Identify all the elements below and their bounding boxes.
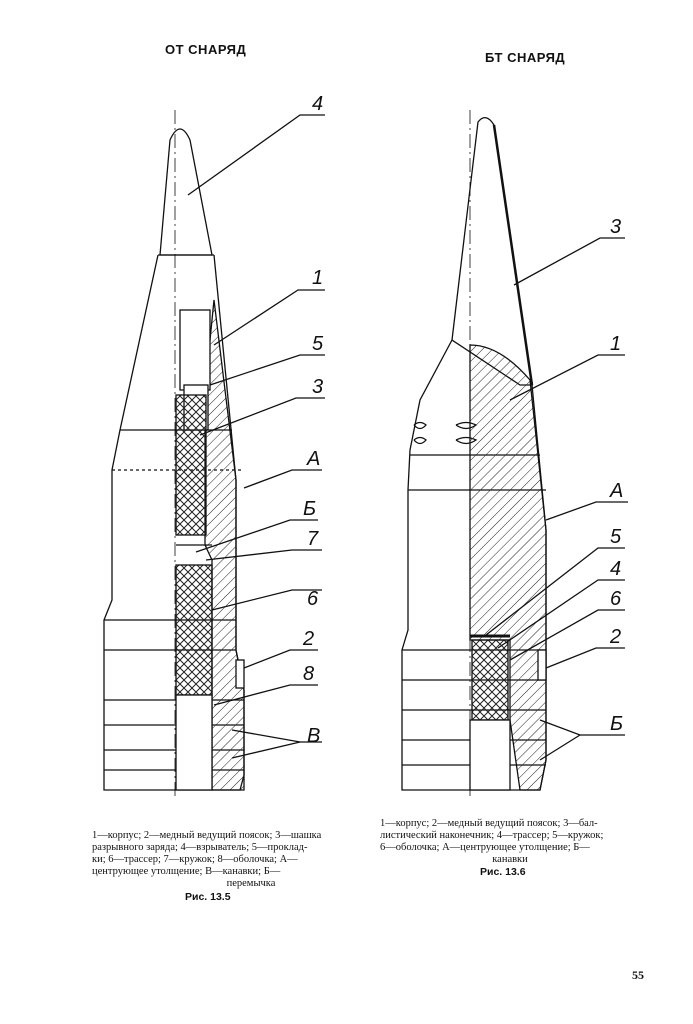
right-caption-line: листический наконечник; 4—трассер; 5—кружок; bbox=[380, 830, 604, 841]
left-label-4: 4 bbox=[312, 93, 324, 115]
right-figure-label: Рис. 13.6 bbox=[480, 866, 526, 878]
bt-shell-section-drawing bbox=[402, 110, 546, 800]
right-figure-title: БТ СНАРЯД bbox=[485, 50, 566, 65]
right-label-3: 3 bbox=[610, 216, 622, 238]
page-number: 55 bbox=[632, 968, 644, 982]
right-label-1: 1 bbox=[610, 333, 622, 355]
left-label-2: 2 bbox=[303, 628, 315, 650]
left-figure-title: ОТ СНАРЯД bbox=[165, 42, 247, 57]
right-caption bbox=[380, 818, 640, 866]
left-caption-line: центрующее утолщение; В—канавки; Б— bbox=[92, 866, 281, 877]
left-label-5: 5 bbox=[312, 333, 324, 355]
left-label-B: Б bbox=[303, 498, 317, 520]
left-caption-line: ки; 6—трассер; 7—кружок; 8—оболочка; А— bbox=[92, 854, 298, 865]
left-caption-line: 1—корпус; 2—медный ведущий поясок; 3—шашка bbox=[92, 830, 322, 841]
right-label-6: 6 bbox=[610, 588, 622, 610]
left-label-8: 8 bbox=[303, 663, 315, 685]
left-label-6: 6 bbox=[307, 588, 319, 610]
right-label-5: 5 bbox=[610, 526, 622, 548]
right-label-4: 4 bbox=[610, 558, 622, 580]
right-label-B: Б bbox=[610, 713, 624, 735]
left-label-7: 7 bbox=[307, 528, 319, 550]
left-caption-line: перемычка bbox=[226, 878, 276, 889]
left-caption-line: разрывного заряда; 4—взрыватель; 5—проклад- bbox=[92, 842, 308, 853]
ot-shell-section-drawing bbox=[104, 110, 244, 800]
right-caption-line: канавки bbox=[492, 854, 528, 865]
right-caption-line: 1—корпус; 2—медный ведущий поясок; 3—бал- bbox=[380, 818, 598, 829]
left-label-A: А bbox=[307, 448, 321, 470]
left-label-V: В bbox=[307, 725, 321, 747]
left-label-1: 1 bbox=[312, 267, 324, 289]
right-label-2: 2 bbox=[610, 626, 622, 648]
left-caption bbox=[92, 830, 350, 890]
right-caption-line: 6—оболочка; А—центрующее утолщение; Б— bbox=[380, 842, 590, 853]
left-figure-label: Рис. 13.5 bbox=[185, 891, 231, 903]
right-label-A: А bbox=[610, 480, 624, 502]
left-label-3: 3 bbox=[312, 376, 324, 398]
